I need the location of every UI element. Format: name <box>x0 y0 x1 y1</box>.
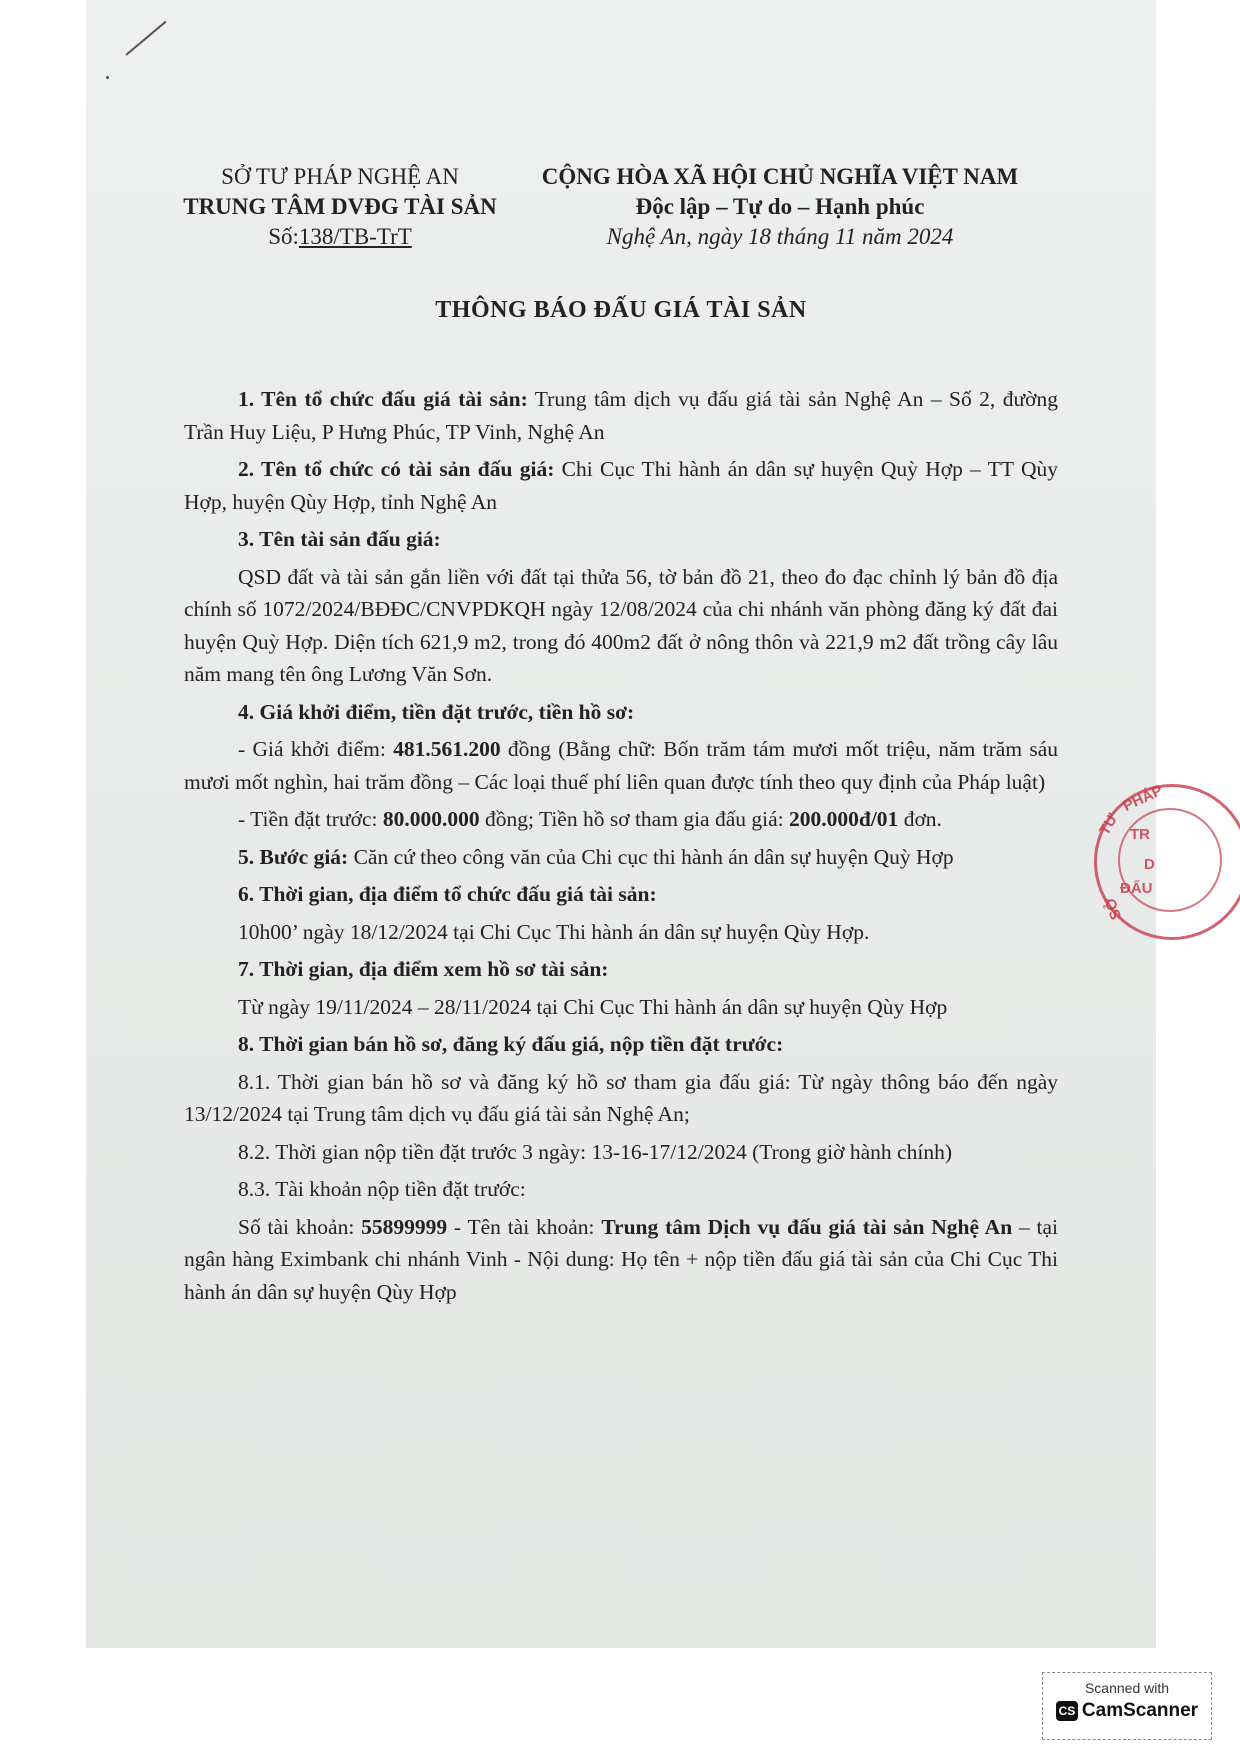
stamp-text-1: PHÁP <box>1120 781 1166 816</box>
section-7-heading: 7. Thời gian, địa điểm xem hồ sơ tài sản: <box>238 957 609 981</box>
badge-caption: Scanned with <box>1084 1680 1170 1696</box>
stamp-text-4: D <box>1144 856 1155 873</box>
section-3-text: QSD đất và tài sản gắn liền với đất tại thửa 56, tờ bản đồ 21, theo đo đạc chỉnh lý bản đồ địa chính số 1072/2024/BĐĐC/CNVPDKQH ngày 12/08/2024 của chi nhánh văn phòng đăng ký đất đai huyện Quỳ Hợp. Diện tích 621,9 m2, trong đó 400m2 đất ở nông thôn và 221,9 m2 đất trồng cây lâu năm mang tên ông Lương Văn Sơn. <box>184 564 1058 686</box>
section-8-heading: 8. Thời gian bán hồ sơ, đăng ký đấu giá, nộp tiền đặt trước: <box>238 1032 784 1056</box>
section-8-3: 8.3. Tài khoản nộp tiền đặt trước: <box>238 1177 526 1201</box>
document-title: THÔNG BÁO ĐẤU GIÁ TÀI SẢN <box>435 297 807 323</box>
document-number: Số:138/TB-TrT <box>268 224 412 249</box>
pen-dot <box>106 76 109 79</box>
section-5: 5. Bước giá: Căn cứ theo công văn của Chi cục thi hành án dân sự huyện Quỳ Hợp <box>238 844 954 869</box>
starting-price: - Giá khởi điểm: 481.561.200 đồng (Bằng chữ: Bốn trăm tám mươi mốt triệu, năm trăm sáu mươi mốt nghìn, hai trăm đồng – Các loại thuế phí liên quan được tính theo quy định của Pháp luật) <box>184 737 1058 794</box>
section-4-heading: 4. Giá khởi điểm, tiền đặt trước, tiền hồ sơ: <box>238 699 635 724</box>
stamp-text-2: TƯ <box>1096 810 1122 839</box>
camscanner-logo-icon: CS <box>1056 1701 1078 1721</box>
stamp-text-3: TR <box>1130 826 1150 843</box>
stamp-text-5: ĐẤU <box>1120 880 1153 897</box>
national-motto: Độc lập – Tự do – Hạnh phúc <box>635 194 925 219</box>
badge-brand <box>1043 1700 1211 1722</box>
camscanner-badge <box>1042 1672 1212 1740</box>
stamp-text-6: SỞ <box>1101 894 1126 923</box>
section-6-text: 10h00’ ngày 18/12/2024 tại Chi Cục Thi hành án dân sự huyện Qùy Hợp. <box>238 919 870 944</box>
section-8-2: 8.2. Thời gian nộp tiền đặt trước 3 ngày: 13-16-17/12/2024 (Trong giờ hành chính) <box>238 1139 952 1164</box>
center-name: TRUNG TÂM DVĐG TÀI SẢN <box>183 194 497 219</box>
section-1: 1. Tên tổ chức đấu giá tài sản: Trung tâm dịch vụ đấu giá tài sản Nghệ An – Số 2, đường Trần Huy Liệu, P Hưng Phúc, TP Vinh, Nghệ An <box>184 387 1058 444</box>
section-6-heading: 6. Thời gian, địa điểm tổ chức đấu giá tài sản: <box>238 882 657 906</box>
badge-brand-name: CamScanner <box>1081 1700 1199 1721</box>
header-right <box>520 162 1040 252</box>
section-8-1: 8.1. Thời gian bán hồ sơ và đăng ký hồ sơ tham gia đấu giá: Từ ngày thông báo đến ngày 13/12/2024 tại Trung tâm dịch vụ đấu giá tài sản Nghệ An; <box>184 1069 1058 1126</box>
document-body <box>184 383 1058 1313</box>
bank-account: Số tài khoản: 55899999 - Tên tài khoản: Trung tâm Dịch vụ đấu giá tài sản Nghệ An – tại ngân hàng Eximbank chi nhánh Vinh - Nội dung: Họ tên + nộp tiền đấu giá tài sản của Chi Cục Thi hành án dân sự huyện Qùy Hợp <box>184 1214 1058 1304</box>
section-7-text: Từ ngày 19/11/2024 – 28/11/2024 tại Chi Cục Thi hành án dân sự huyện Qùy Hợp <box>238 994 948 1019</box>
header-left <box>170 162 510 252</box>
department-name: SỞ TƯ PHÁP NGHỆ AN <box>221 164 459 189</box>
document-date: Nghệ An, ngày 18 tháng 11 năm 2024 <box>606 224 954 249</box>
section-2: 2. Tên tổ chức có tài sản đấu giá: Chi Cục Thi hành án dân sự huyện Quỳ Hợp – TT Qùy Hợp, huyện Qùy Hợp, tỉnh Nghệ An <box>184 457 1059 514</box>
deposit-and-fee: - Tiền đặt trước: 80.000.000 đồng; Tiền hồ sơ tham gia đấu giá: 200.000đ/01 đơn. <box>238 807 942 831</box>
section-3-heading: 3. Tên tài sản đấu giá: <box>238 527 441 551</box>
national-title: CỘNG HÒA XÃ HỘI CHỦ NGHĨA VIỆT NAM <box>541 164 1019 189</box>
